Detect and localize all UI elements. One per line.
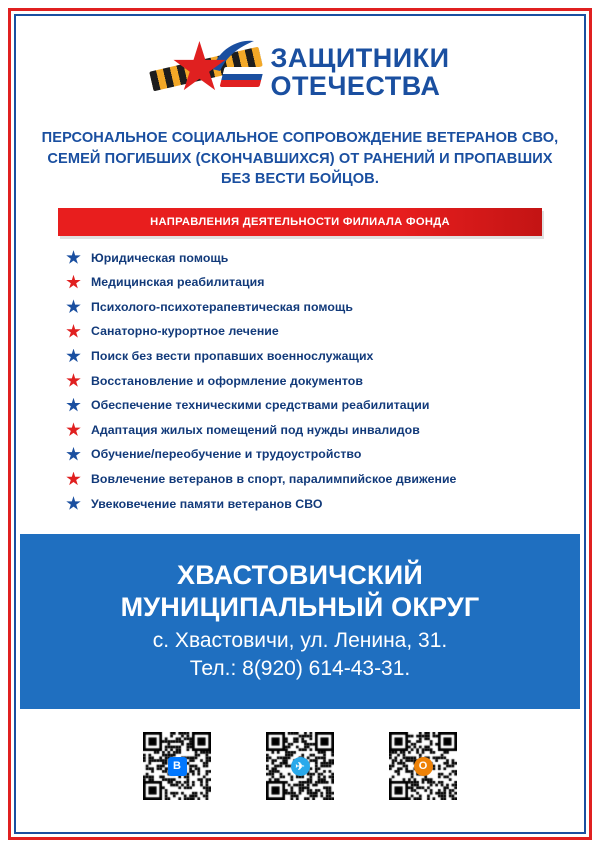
banner-wrapper <box>20 194 580 236</box>
list-item-label: Увековечение памяти ветеранов СВО <box>91 496 323 511</box>
logo-text <box>270 44 449 101</box>
list-item <box>66 349 550 364</box>
municipality-title-line-1: ХВАСТОВИЧСКИЙ <box>177 559 423 590</box>
blue-star-icon <box>66 299 81 314</box>
red-star-icon <box>66 275 81 290</box>
blue-star-icon <box>66 496 81 511</box>
services-list <box>20 236 580 527</box>
section-banner: НАПРАВЛЕНИЯ ДЕЯТЕЛЬНОСТИ ФИЛИАЛА ФОНДА <box>58 208 542 236</box>
list-item-label: Санаторно-курортное лечение <box>91 324 279 339</box>
defenders-of-the-fatherland-logo-icon <box>150 39 262 105</box>
blue-star-icon <box>66 398 81 413</box>
list-item <box>66 275 550 290</box>
logo-line-1: ЗАЩИТНИКИ <box>270 42 450 73</box>
headline-line-2: СЕМЕЙ ПОГИБШИХ (СКОНЧАВШИХСЯ) ОТ РАНЕНИЙ И ПРОПАВШИХ <box>47 150 553 167</box>
qr-odnoklassniki[interactable] <box>389 732 457 800</box>
qr-code-row <box>20 732 580 800</box>
list-item-label: Психолого-психотерапевтическая помощь <box>91 299 353 314</box>
list-item-label: Обучение/переобучение и трудоустройство <box>91 447 362 462</box>
list-item <box>66 324 550 339</box>
qr-vk[interactable] <box>143 732 211 800</box>
list-item <box>66 398 550 413</box>
blue-star-icon <box>66 250 81 265</box>
logo-line-2: ОТЕЧЕСТВА <box>270 71 441 101</box>
headline-line-1: ПЕРСОНАЛЬНОЕ СОЦИАЛЬНОЕ СОПРОВОЖДЕНИЕ ВЕТЕРАНОВ СВО, <box>41 130 559 146</box>
list-item <box>66 472 550 487</box>
poster-content <box>20 20 580 828</box>
qr-telegram[interactable] <box>266 732 334 800</box>
list-item <box>66 250 550 265</box>
municipality-title-line-2: МУНИЦИПАЛЬНЫЙ ОКРУГ <box>120 591 480 622</box>
list-item <box>66 447 550 462</box>
qr-telegram-badge-icon: ✈ <box>291 757 310 776</box>
qr-odnoklassniki-badge-icon: O <box>414 757 433 776</box>
address-text: с. Хвастовичи, ул. Ленина, 31. <box>152 628 448 652</box>
list-item <box>66 373 550 388</box>
headline <box>20 112 580 194</box>
qr-vk-badge-icon: B <box>168 757 187 776</box>
red-star-icon <box>66 373 81 388</box>
list-item-label: Медицинская реабилитация <box>91 275 265 290</box>
contact-block <box>20 534 580 709</box>
list-item-label: Адаптация жилых помещений под нужды инвалидов <box>91 422 420 437</box>
list-item-label: Вовлечение ветеранов в спорт, паралимпийское движение <box>91 472 457 486</box>
headline-line-3: БЕЗ ВЕСТИ БОЙЦОВ. <box>221 171 379 188</box>
red-star-icon <box>66 472 81 487</box>
list-item-label: Поиск без вести пропавших военнослужащих <box>91 349 374 364</box>
list-item <box>66 496 550 511</box>
russian-flag-icon <box>220 67 265 87</box>
phone-text: Тел.: 8(920) 614-43-31. <box>189 656 411 680</box>
blue-star-icon <box>66 349 81 364</box>
list-item-label: Восстановление и оформление документов <box>91 373 363 388</box>
list-item-label: Обеспечение техническими средствами реабилитации <box>91 398 430 413</box>
list-item <box>66 422 550 437</box>
list-item-label: Юридическая помощь <box>91 250 229 265</box>
list-item <box>66 299 550 314</box>
red-star-icon <box>66 422 81 437</box>
logo-block <box>20 20 580 112</box>
blue-star-icon <box>66 447 81 462</box>
red-star-icon <box>66 324 81 339</box>
